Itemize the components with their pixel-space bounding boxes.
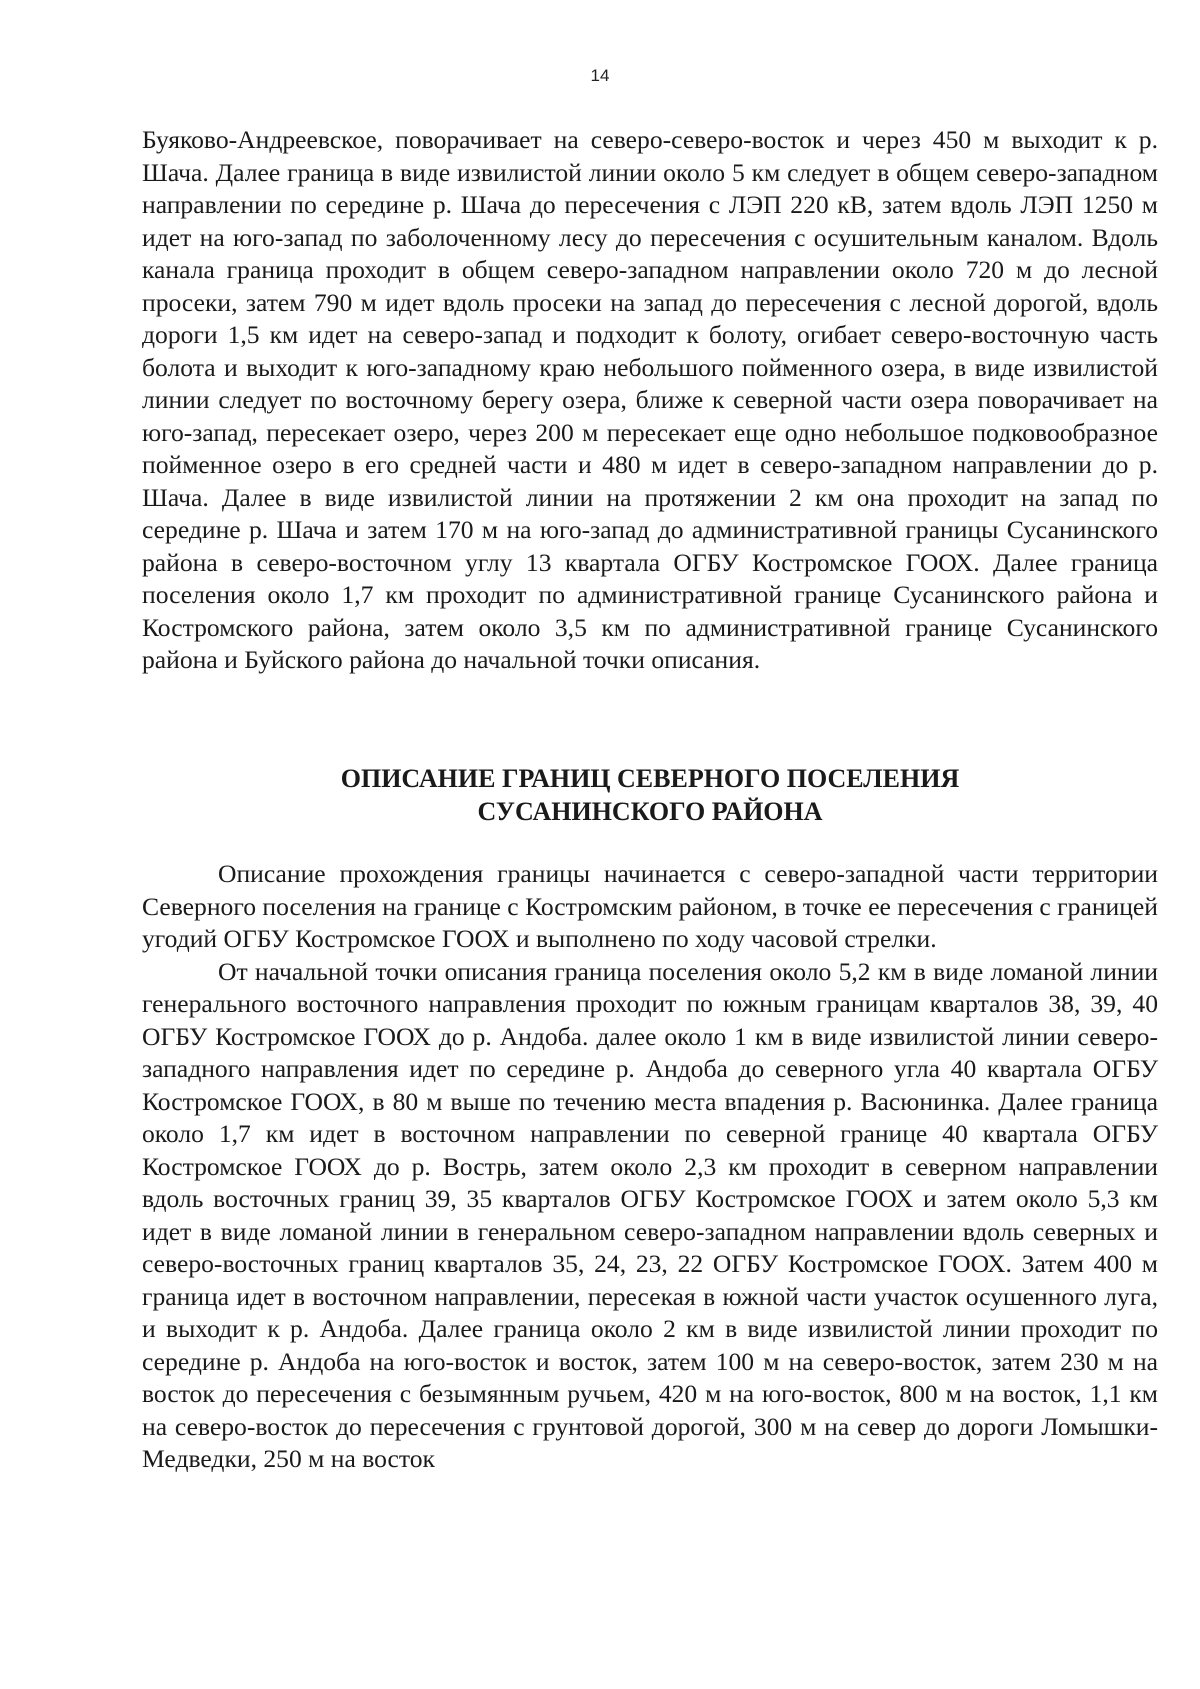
paragraph: Буяково-Андреевское, поворачивает на северо-северо-восток и через 450 м выходит к р. Шача. Далее граница в виде извилистой линии около 5 км следует в общем северо-западном направлении по середине р. Шача до пересечения с ЛЭП 220 кВ, затем вдоль ЛЭП 1250 м идет на юго-запад по заболоченному лесу до пересечения с осушительным каналом. Вдоль канала граница проходит в общем северо-западном направлении около 720 м до лесной просеки, затем 790 м идет вдоль просеки на запад до пересечения с лесной дорогой, вдоль дороги 1,5 км идет на северо-запад и подходит к болоту, огибает северо-восточную часть болота и выходит к юго-западному краю небольшого пойменного озера, в виде извилистой линии следует по восточному берегу озера, ближе к северной части озера поворачивает на юго-запад, пересекает озеро, через 200 м пересекает еще одно небольшое подковообразное пойменное озеро в его средней части и 480 м идет в северо-западном направлении до р. Шача. Далее в виде извилистой линии на протяжении 2 км она проходит на запад по середине р. Шача и затем 170 м на юго-запад до административной границы Сусанинского района в северо-восточном углу 13 квартала ОГБУ Костромское ГООХ. Далее граница поселения около 1,7 км проходит по административной границе Сусанинского района и Костромского района, затем около 3,5 км по административной границе Сусанинского района и Буйского района до начальной точки описания. bbox=[142, 125, 1158, 674]
page-number: 14 bbox=[590, 66, 610, 85]
paragraph: От начальной точки описания граница поселения около 5,2 км в виде ломаной линии генерального восточного направления проходит по южным границам кварталов 38, 39, 40 ОГБУ Костромское ГООХ до р. Андоба. далее около 1 км в виде извилистой линии северо-западного направления идет по середине р. Андоба до северного угла 40 квартала ОГБУ Костромское ГООХ, в 80 м выше по течению места впадения р. Васюнинка. Далее граница около 1,7 км идет в восточном направлении по северной границе 40 квартала ОГБУ Костромское ГООХ до р. Вострь, затем около 2,3 км проходит в северном направлении вдоль восточных границ 39, 35 кварталов ОГБУ Костромское ГООХ и затем около 5,3 км идет в виде ломаной линии в генеральном северо-западном направлении вдоль северных и северо-восточных границ кварталов 35, 24, 23, 22 ОГБУ Костромское ГООХ. Затем 400 м граница идет в восточном направлении, пересекая в южной части участок осушенного луга, и выходит к р. Андоба. Далее граница около 2 км в виде извилистой линии проходит по середине р. Андоба на юго-восток и восток, затем 100 м на северо-восток, затем 230 м на восток до пересечения с безымянным ручьем, 420 м на юго-восток, 800 м на восток, 1,1 км на северо-восток до пересечения с грунтовой дорогой, 300 м на север до дороги Ломышки-Медведки, 250 м на восток bbox=[142, 956, 1158, 1473]
section-title-line-1: ОПИСАНИЕ ГРАНИЦ СЕВЕРНОГО ПОСЕЛЕНИЯ bbox=[340, 764, 960, 793]
section-title bbox=[142, 762, 1158, 828]
section-title-line-2: СУСАНИНСКОГО РАЙОНА bbox=[477, 797, 823, 826]
continued-boundary-description bbox=[142, 124, 1158, 677]
paragraph: Описание прохождения границы начинается с северо-западной части территории Северного поселения на границе с Костромским районом, в точке ее пересечения с границей угодий ОГБУ Костромское ГООХ и выполнено по ходу часовой стрелки. bbox=[142, 859, 1158, 953]
section-body bbox=[142, 858, 1158, 1476]
